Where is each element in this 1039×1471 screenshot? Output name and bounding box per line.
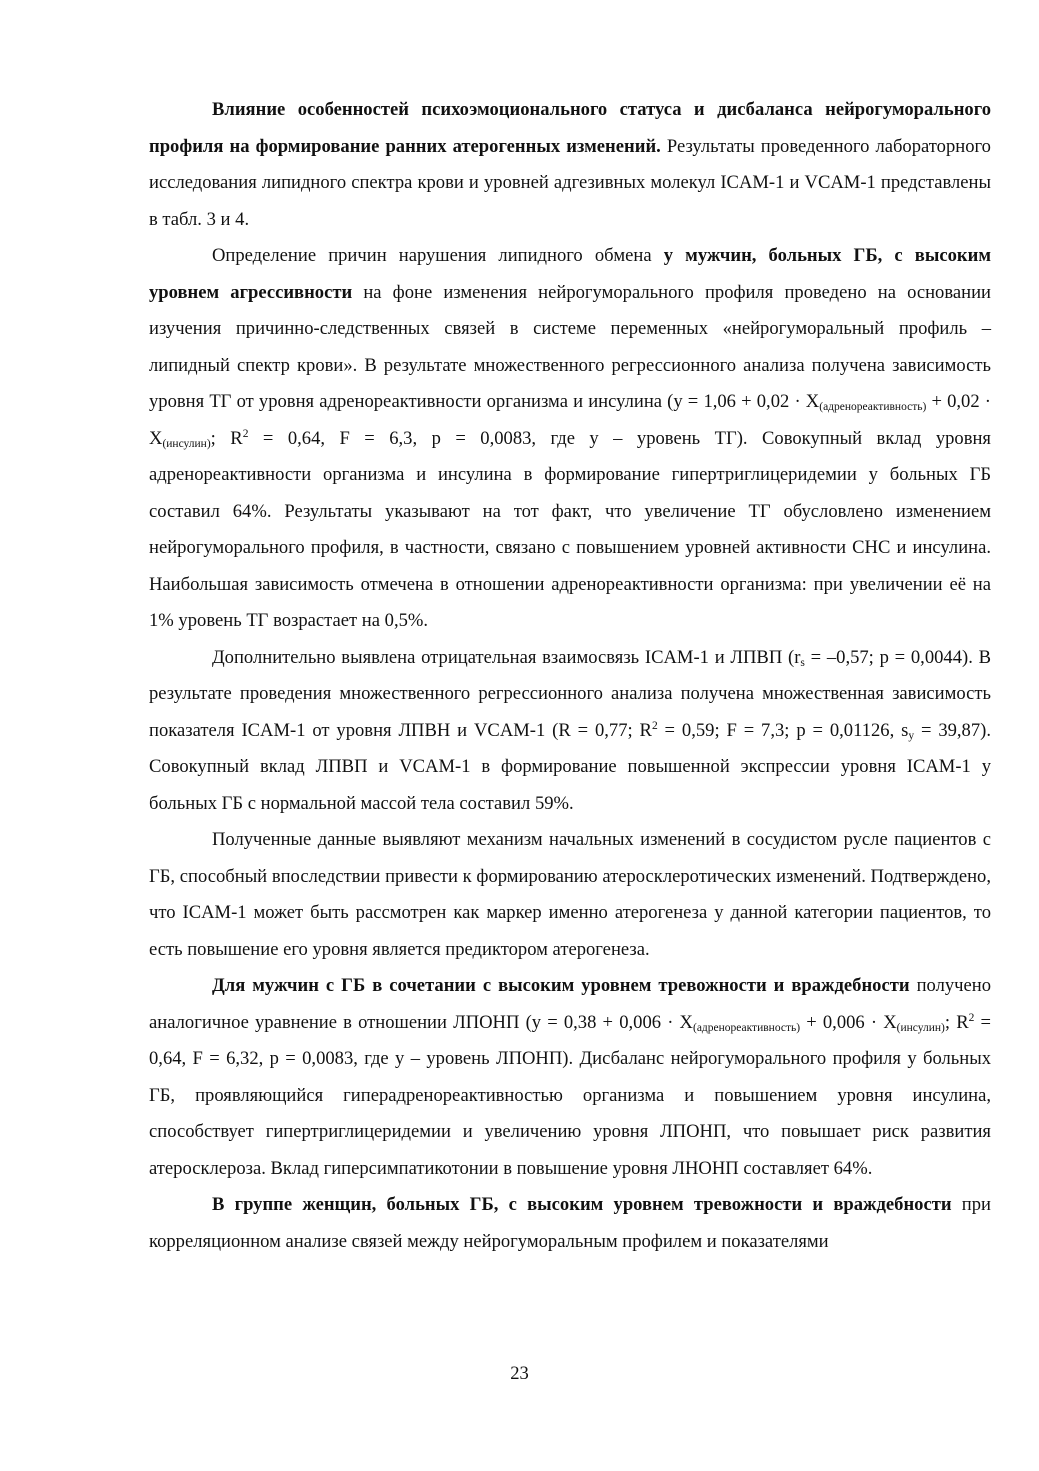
paragraph-1-text: Результаты проведенного лабораторного исследования липидного спектра крови и уровней адгезивных молекул ICAM-1 и VCAM-1 представлены в табл. 3 и 4. (149, 135, 991, 230)
paragraph-5-text-c: ; R (944, 1011, 969, 1033)
superscript-2: 2 (651, 719, 658, 732)
paragraph-1 (149, 92, 991, 238)
page-number: 23 (510, 1363, 529, 1384)
paragraph-3 (149, 640, 991, 823)
subscript-insulin: (инсулин) (896, 1021, 945, 1034)
paragraph-3-text-d: = 39,87). Совокупный вклад ЛПВП и VCAM-1 в формирование повышенной экспрессии уровня ICAM-1 у больных ГБ с нормальной массой тела составил 59%. (149, 719, 991, 814)
paragraph-2-text-d: ; R (210, 427, 243, 449)
paragraph-6-text: при корреляционном анализе связей между нейрогуморальным профилем и показателями (149, 1194, 991, 1252)
paragraph-2 (149, 238, 991, 640)
paragraph-6 (149, 1187, 991, 1260)
subscript-adrenoreactivity: (адренореактивность) (819, 401, 927, 413)
subscript-adrenoreactivity: (адренореактивность) (692, 1021, 801, 1034)
paragraph-3-text-c: = 0,59; F = 7,3; p = 0,01126, s (657, 719, 909, 741)
paragraph-5-text-d: = 0,64, F = 6,32, p = 0,0083, где у – уровень ЛПОНП). Дисбаланс нейрогуморального профиля у больных ГБ, проявляющийся гиперадренореактивностью организма и повышением уровня инсулина, способствует гипертриглицеридемии и увеличению уровня ЛПОНП, что повышает риск развития атеросклероза. Вклад гиперсимпатикотонии в повышение уровня ЛНОНП составляет 64%. (149, 1011, 992, 1179)
paragraph-2-text-b: на фоне изменения нейрогуморального профиля проведено на основании изучения причинно-следственных связей в системе переменных «нейрогуморальный профиль – липидный спектр крови». В результате множественного регрессионного анализа получена зависимость уровня ТГ от уровня адренореактивности организма и инсулина (y = 1,06 + 0,02 · X (149, 281, 991, 412)
subscript-y: y (908, 729, 915, 742)
paragraph-2-text-c: + 0,02 · X (149, 391, 991, 449)
paragraph-4 (149, 822, 991, 968)
paragraph-2-text-e: = 0,64, F = 6,3, p = 0,0083, где у – уровень ТГ). Совокупный вклад уровня адренореактивности организма и инсулина в формирование гипертриглицеридемии у больных ГБ составил 64%. Результаты указывают на тот факт, что увеличение ТГ обусловлено изменением нейрогуморального профиля, в частности, связано с повышением уровней активности СНС и инсулина. Наибольшая зависимость отмечена в отношении адренореактивности организма: при увеличении её на 1% уровень ТГ возрастает на 0,5%. (149, 427, 991, 631)
paragraph-1-heading: Влияние особенностей психоэмоционального статуса и дисбаланса нейрогуморального профиля на формирование ранних атерогенных изменений. (149, 99, 991, 157)
subscript-insulin: (инсулин) (162, 437, 211, 450)
paragraph-3-text-a: Дополнительно выявлена отрицательная взаимосвязь ICAM-1 и ЛПВП (r (212, 646, 801, 668)
paragraph-3-text-b: = –0,57; p = 0,0044). В результате проведения множественного регрессионного анализа получена множественная зависимость показателя ICAM-1 от уровня ЛПВН и VCAM-1 (R = 0,77; R (149, 646, 991, 741)
superscript-2: 2 (968, 1011, 975, 1024)
body-text (149, 92, 991, 1260)
paragraph-5 (149, 968, 991, 1187)
paragraph-4-text: Полученные данные выявляют механизм начальных изменений в сосудистом русле пациентов с ГБ, способный впоследствии привести к формированию атеросклеротических изменений. Подтверждено, что ICAM-1 может быть рассмотрен как маркер именно атерогенеза у данной категории пациентов, то есть повышение его уровня является предиктором атерогенеза. (149, 829, 991, 960)
paragraph-6-heading: В группе женщин, больных ГБ, с высоким уровнем тревожности и враждебности (212, 1194, 952, 1215)
paragraph-5-heading: Для мужчин с ГБ в сочетании с высоким уровнем тревожности и враждебности (212, 975, 910, 996)
paragraph-5-text-b: + 0,006 · X (800, 1011, 897, 1033)
subscript-s: s (800, 656, 805, 669)
paragraph-5-text-a: получено аналогичное уравнение в отношении ЛПОНП (y = 0,38 + 0,006 · X (149, 975, 992, 1033)
paragraph-2-emphasis: у мужчин, больных ГБ, с высоким уровнем агрессивности (149, 245, 991, 303)
superscript-2: 2 (242, 427, 249, 440)
paragraph-2-text-a: Определение причин нарушения липидного обмена (212, 245, 664, 266)
